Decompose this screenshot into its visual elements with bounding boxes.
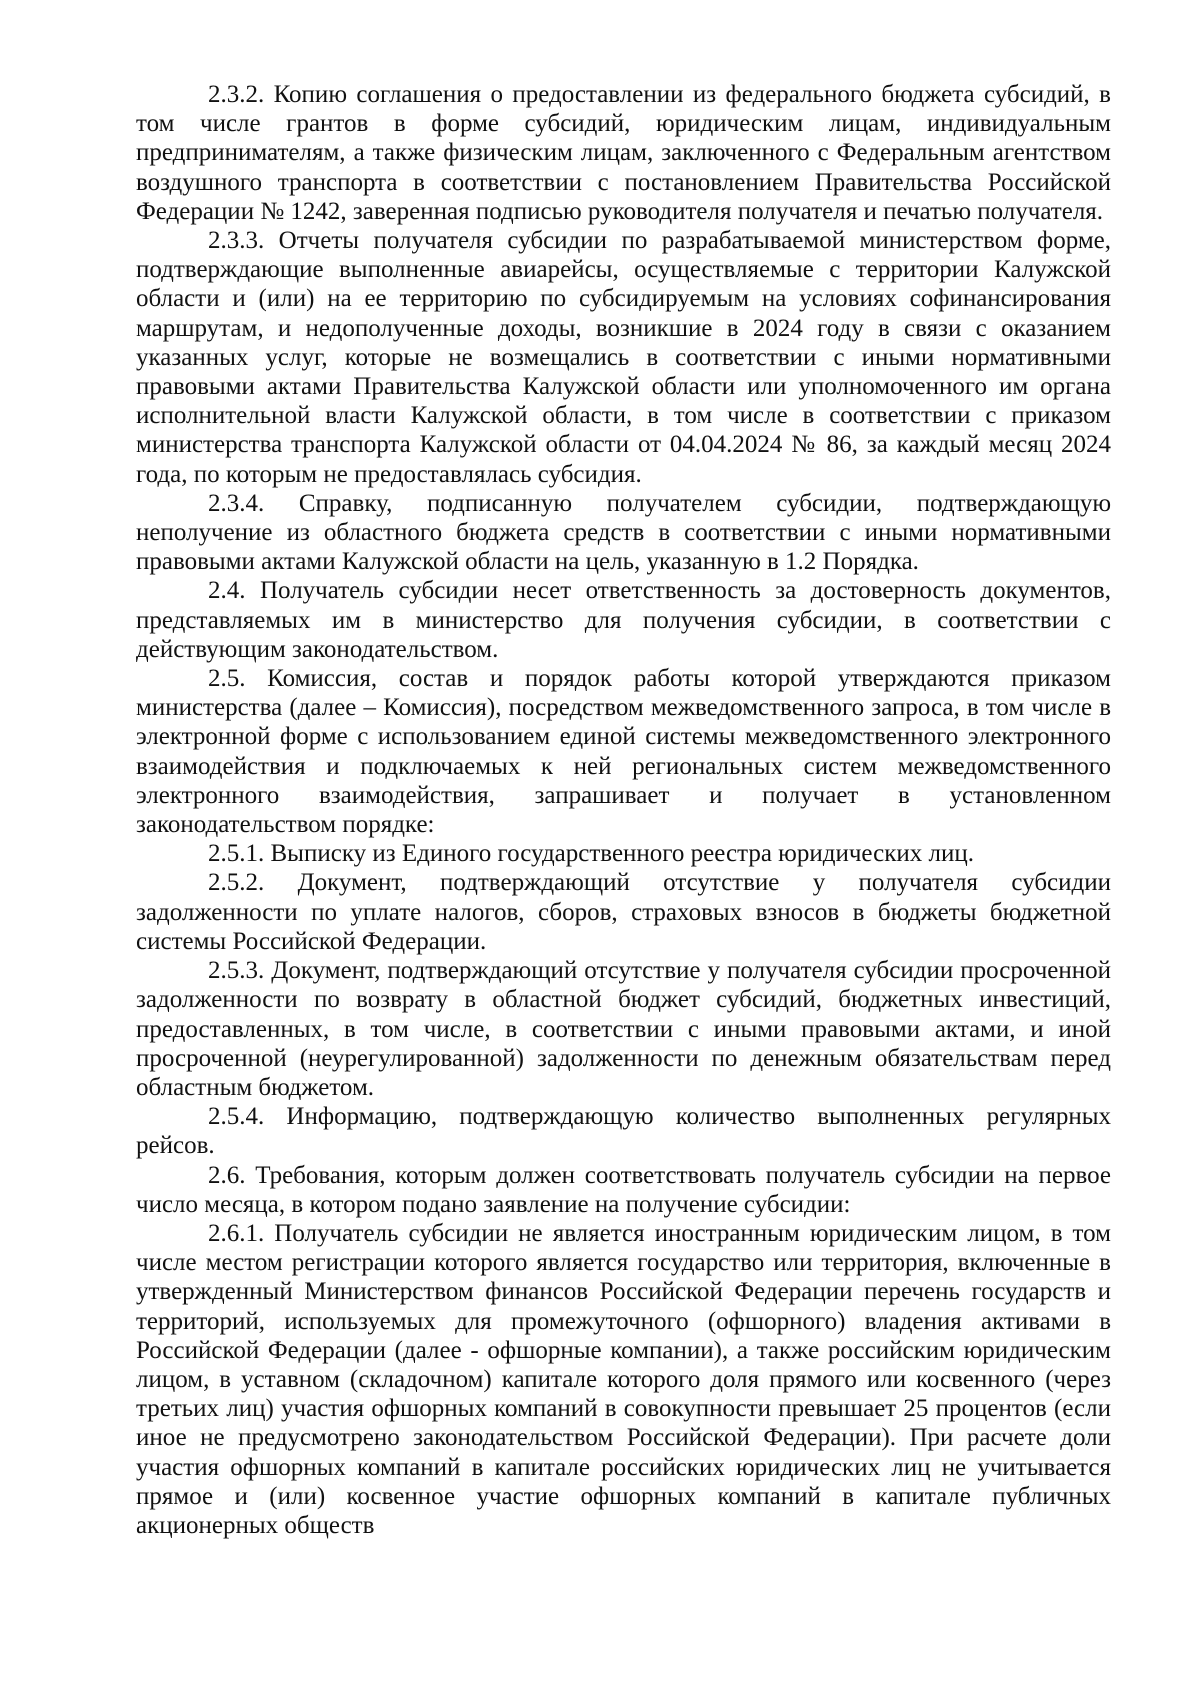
paragraph-2-5: 2.5. Комиссия, состав и порядок работы которой утверждаются приказом министерства (далее – Комиссия), посредством межведомственного запроса, в том числе в электронной форме с использованием единой системы межведомственного электронного взаимодействия и подключаемых к ней региональных систем межведомственного электронного взаимодействия, запрашивает и получает в установленном законодательством порядке: bbox=[136, 665, 1111, 839]
paragraph-2-5-4: 2.5.4. Информацию, подтверждающую количество выполненных регулярных рейсов. bbox=[136, 1103, 1111, 1160]
paragraph-2-3-4: 2.3.4. Справку, подписанную получателем субсидии, подтверждающую неполучение из областного бюджета средств в соответствии с иными нормативными правовыми актами Калужской области на цель, указанную в 1.2 Порядка. bbox=[136, 489, 1111, 576]
document-body bbox=[136, 80, 1111, 1540]
paragraph-2-3-2: 2.3.2. Копию соглашения о предоставлении из федерального бюджета субсидий, в том числе грантов в форме субсидий, юридическим лицам, индивидуальным предпринимателям, а также физическим лицам, заключенного с Федеральным агентством воздушного транспорта в соответствии с постановлением Правительства Российской Федерации № 1242, заверенная подписью руководителя получателя и печатью получателя. bbox=[136, 81, 1111, 225]
paragraph-2-5-2: 2.5.2. Документ, подтверждающий отсутствие у получателя субсидии задолженности по уплате налогов, сборов, страховых взносов в бюджеты бюджетной системы Российской Федерации. bbox=[136, 869, 1111, 955]
paragraph-2-3-3: 2.3.3. Отчеты получателя субсидии по разрабатываемой министерством форме, подтверждающие выполненные авиарейсы, осуществляемые с территории Калужской области и (или) на ее территорию по субсидируемым на условиях софинансирования маршрутам, и недополученные доходы, возникшие в 2024 году в связи с оказанием указанных услуг, которые не возмещались в соответствии с иными нормативными правовыми актами Правительства Калужской области или уполномоченного им органа исполнительной власти Калужской области, в том числе в соответствии с приказом министерства транспорта Калужской области от 04.04.2024 № 86, за каждый месяц 2024 года, по которым не предоставлялась субсидия. bbox=[136, 227, 1111, 488]
paragraph-2-4: 2.4. Получатель субсидии несет ответственность за достоверность документов, представляемых им в министерство для получения субсидии, в соответствии с действующим законодательством. bbox=[136, 577, 1111, 663]
paragraph-2-6: 2.6. Требования, которым должен соответствовать получатель субсидии на первое число месяца, в котором подано заявление на получение субсидии: bbox=[136, 1161, 1111, 1218]
paragraph-2-5-3: 2.5.3. Документ, подтверждающий отсутствие у получателя субсидии просроченной задолженности по возврату в областной бюджет субсидий, бюджетных инвестиций, предоставленных, в том числе, в соответствии с иными правовыми актами, и иной просроченной (неурегулированной) задолженности по денежным обязательствам перед областным бюджетом. bbox=[136, 957, 1111, 1101]
paragraph-2-6-1: 2.6.1. Получатель субсидии не является иностранным юридическим лицом, в том числе местом регистрации которого является государство или территория, включенные в утвержденный Министерством финансов Российской Федерации перечень государств и территорий, используемых для промежуточного (офшорного) владения активами в Российской Федерации (далее - офшорные компании), а также российским юридическим лицом, в уставном (складочном) капитале которого доля прямого или косвенного (через третьих лиц) участия офшорных компаний в совокупности превышает 25 процентов (если иное не предусмотрено законодательством Российской Федерации). При расчете доли участия офшорных компаний в капитале российских юридических лиц не учитывается прямое и (или) косвенное участие офшорных компаний в капитале публичных акционерных обществ bbox=[136, 1219, 1111, 1539]
paragraph-2-5-1: 2.5.1. Выписку из Единого государственного реестра юридических лиц. bbox=[208, 840, 974, 868]
